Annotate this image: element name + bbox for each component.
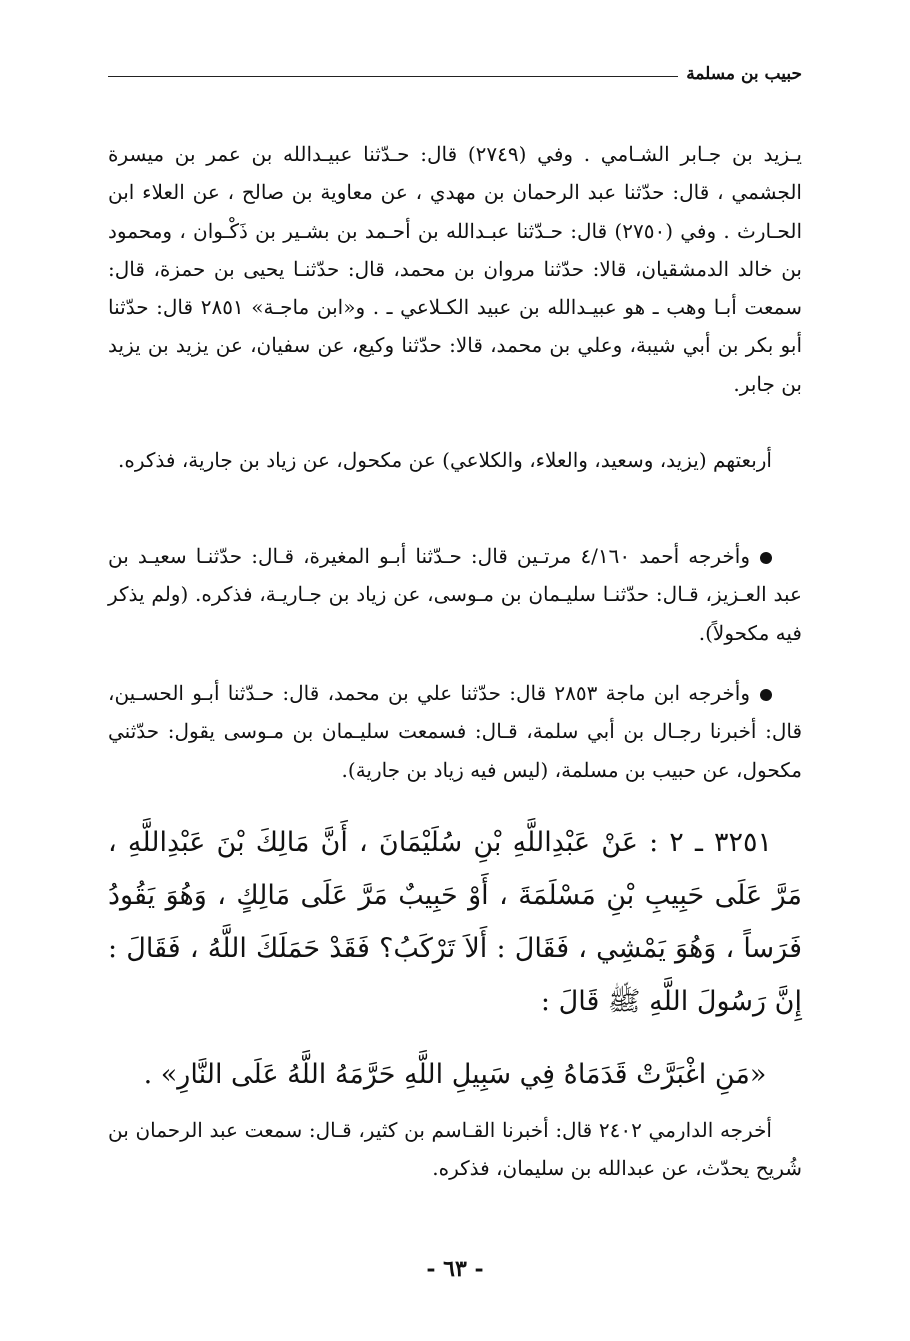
paragraph-ahmad — [108, 537, 802, 652]
running-title: حبيب بن مسلمة — [686, 64, 802, 84]
paragraph-text: يـزيد بن جـابر الشـامي . وفي (٢٧٤٩) قال: حـدّثنا عبيـدالله بن عمر بن ميسرة الجشمي ، قال: حدّثنا عبد الرحمان بن مهدي ، عن معاوية بن صالح ، عن العلاء ابن الحـارث . وفي (٢٧٥٠) قال: حـدّثنا عبـدالله بن أحـمد بن بشـير بن ذَكْـوان ، ومحمود بن خالد الدمشقيان، قالا: حدّثنا مروان بن محمد، قال: حدّثنـا يحيى بن حمزة، قال: سمعت أبـا وهب ـ هو عبيـدالله بن عبيد الكـلاعي ـ . و«ابن ماجـة» ٢٨٥١ قال: حدّثنا أبو بكر بن أبي شيبة، وعلي بن محمد، قالا: حدّثنا وكيع، عن سفيان، عن يزيد بن يزيد بن جابر. — [108, 142, 802, 396]
paragraph-text — [108, 674, 802, 789]
paragraph-text — [108, 537, 802, 652]
quote-text: «مَنِ اغْبَرَّتْ قَدَمَاهُ فِي سَبِيلِ اللَّهِ حَرَّمَهُ اللَّهُ عَلَى النَّارِ» . — [143, 1059, 767, 1090]
bullet-icon — [760, 689, 772, 701]
paragraph-darimi — [108, 1111, 802, 1188]
running-header — [108, 58, 802, 90]
paragraph-summary — [108, 441, 802, 479]
paragraph-ibn-majah — [108, 674, 802, 789]
prophetic-quote — [108, 1050, 802, 1100]
paragraph-text: أخرجه الدارمي ٢٤٠٢ قال: أخبرنا القـاسم بن كثير، قـال: سمعت عبد الرحمان بن شُريح يحدّث، عن عبدالله بن سليمان، فذكره. — [108, 1118, 802, 1181]
bullet-icon — [760, 552, 772, 564]
page-number: - ٦٣ - — [426, 1256, 484, 1282]
paragraph-sources — [108, 135, 802, 403]
header-rule — [108, 76, 678, 77]
paragraph-text-content: وأخرجه أحمد ٤/١٦٠ مرتـين قال: حـدّثنا أبـو المغيرة، قـال: حدّثنـا سعيـد بن عبد العـزيز، قـال: حدّثنـا سليـمان بن مـوسى، عن زياد بن جـاريـة، فذكره. (ولم يذكر فيه مكحولاً). — [108, 544, 802, 645]
paragraph-text: أربعتهم (يزيد، وسعيد، والعلاء، والكلاعي) عن مكحول، عن زياد بن جارية، فذكره. — [118, 448, 772, 472]
hadith-text-block — [108, 816, 802, 1028]
hadith-text: ٣٢٥١ ـ ٢ : عَنْ عَبْدِاللَّهِ بْنِ سُلَيْمَانَ ، أَنَّ مَالِكَ بْنَ عَبْدِاللَّهِ ، مَرَّ عَلَى حَبِيبِ بْنِ مَسْلَمَةَ ، أَوْ حَبِيبٌ مَرَّ عَلَى مَالِكٍ ، وَهُوَ يَقُودُ فَرَساً ، وَهُوَ يَمْشِي ، فَقَالَ : أَلاَ تَرْكَبُ؟ فَقَدْ حَمَلَكَ اللَّهُ ، فَقَالَ : إِنَّ رَسُولَ اللَّهِ ﷺ قَالَ : — [108, 827, 802, 1017]
paragraph-text-content: وأخرجه ابن ماجة ٢٨٥٣ قال: حدّثنا علي بن محمد، قال: حـدّثنا أبـو الحسـين، قال: أخبرنا رجـال بن أبي سلمة، قـال: فسمعت سليـمان بن مـوسى يقول: حدّثني مكحول، عن حبيب بن مسلمة، (ليس فيه زياد بن جارية). — [108, 681, 802, 782]
